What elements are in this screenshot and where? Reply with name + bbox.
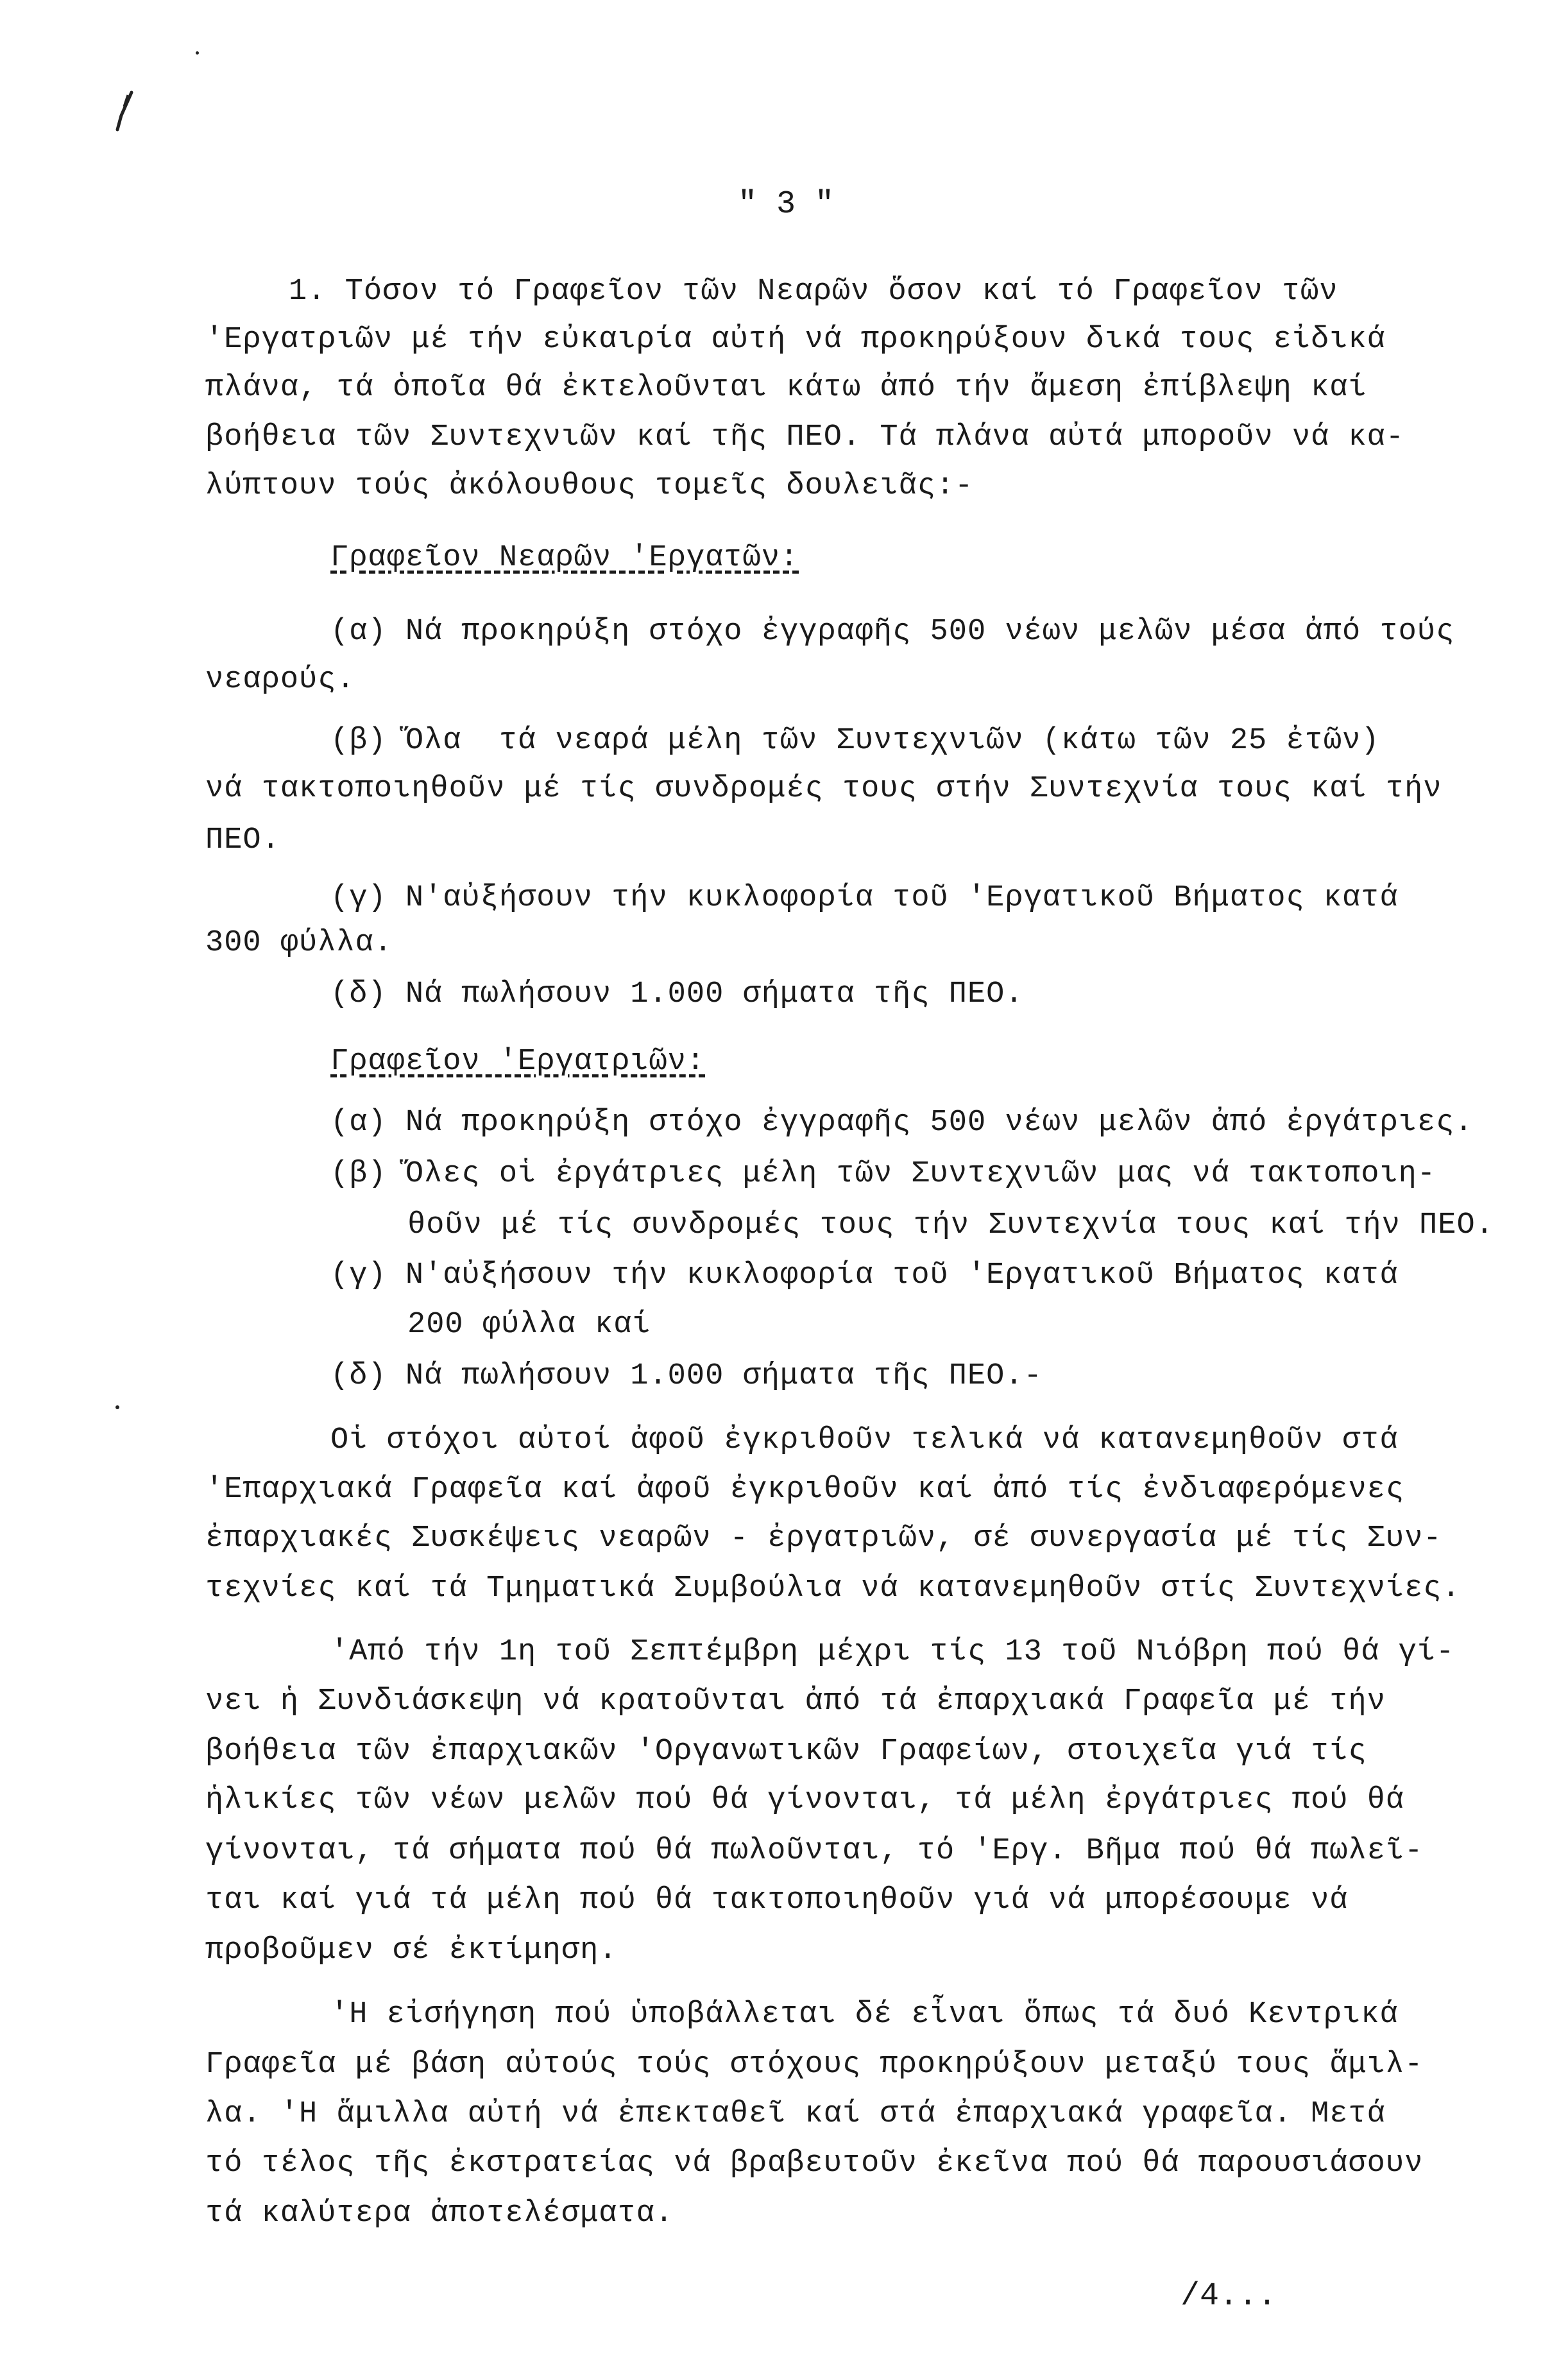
speck <box>115 1405 119 1409</box>
text-line: νεαρούς. <box>205 663 355 697</box>
text-line: 300 φύλλα. <box>205 926 393 960</box>
text-line: 'Η εἰσήγηση πού ὑποβάλλεται δέ εἶναι ὅπως τά δυό Κεντρικά <box>330 1998 1399 2032</box>
text-line: πλάνα, τά ὁποῖα θά ἐκτελοῦνται κάτω ἀπό τήν ἄμεση ἐπίβλεψη καί <box>205 371 1367 405</box>
text-line: Γραφεῖα μέ βάση αὐτούς τούς στόχους προκηρύξουν μεταξύ τους ἅμιλ- <box>205 2048 1424 2082</box>
text-line: λύπτουν τούς ἀκόλουθους τομεῖς δουλειᾶς:- <box>205 469 974 503</box>
continuation-marker: /4... <box>1180 2278 1277 2315</box>
text-line: τεχνίες καί τά Τμηματικά Συμβούλια νά κατανεμηθοῦν στίς Συντεχνίες. <box>205 1572 1461 1606</box>
text-line: 'Από τήν 1η τοῦ Σεπτέμβρη μέχρι τίς 13 τοῦ Νιόβρη πού θά γί- <box>330 1635 1455 1669</box>
text-line: (β) Ὅλες οἱ ἐργάτριες μέλη τῶν Συντεχνιῶν μας νά τακτοποιη- <box>330 1157 1436 1191</box>
text-line: (δ) Νά πωλήσουν 1.000 σήματα τῆς ΠΕΟ.- <box>330 1359 1043 1393</box>
section-heading-women-workers: Γραφεῖον 'Εργατριῶν: <box>330 1045 706 1079</box>
text-line: ἐπαρχιακές Συσκέψεις νεαρῶν - ἐργατριῶν, σέ συνεργασία μέ τίς Συν- <box>205 1522 1442 1556</box>
page-number: " 3 " <box>738 186 835 223</box>
pen-mark-icon <box>112 90 138 135</box>
text-line: τό τέλος τῆς ἐκστρατείας νά βραβευτοῦν ἐκεῖνα πού θά παρουσιάσουν <box>205 2147 1424 2181</box>
speck <box>196 51 199 55</box>
text-line: βοήθεια τῶν ἐπαρχιακῶν 'Οργανωτικῶν Γραφείων, στοιχεῖα γιά τίς <box>205 1735 1367 1769</box>
text-line: νει ἡ Συνδιάσκεψη νά κρατοῦνται ἀπό τά ἐπαρχιακά Γραφεῖα μέ τήν <box>205 1685 1386 1719</box>
text-line: νά τακτοποιηθοῦν μέ τίς συνδρομές τους στήν Συντεχνία τους καί τήν <box>205 772 1442 806</box>
text-line: (β) Ὅλα τά νεαρά μέλη τῶν Συντεχνιῶν (κάτω τῶν 25 ἐτῶν) <box>330 724 1380 758</box>
text-line: τά καλύτερα ἀποτελέσματα. <box>205 2197 674 2231</box>
text-line: ΠΕΟ. <box>205 823 280 857</box>
text-line: προβοῦμεν σέ ἐκτίμηση. <box>205 1933 618 1968</box>
text-line: 'Επαρχιακά Γραφεῖα καί ἀφοῦ ἐγκριθοῦν καί ἀπό τίς ἐνδιαφερόμενες <box>205 1473 1405 1507</box>
text-line: 200 φύλλα καί <box>407 1308 651 1342</box>
text-line: (γ) Ν'αὐξήσουν τήν κυκλοφορία τοῦ 'Εργατικοῦ Βήματος κατά <box>330 881 1399 915</box>
text-line: (γ) Ν'αὐξήσουν τήν κυκλοφορία τοῦ 'Εργατικοῦ Βήματος κατά <box>330 1258 1399 1292</box>
text-line: (α) Νά προκηρύξη στόχο ἐγγραφῆς 500 νέων μελῶν μέσα ἀπό τούς <box>330 615 1455 649</box>
section-heading-youth: Γραφεῖον Νεαρῶν 'Εργατῶν: <box>330 541 799 575</box>
text-line: ἡλικίες τῶν νέων μελῶν πού θά γίνονται, τά μέλη ἐργάτριες πού θά <box>205 1783 1405 1817</box>
text-line: (δ) Νά πωλήσουν 1.000 σήματα τῆς ΠΕΟ. <box>330 977 1024 1011</box>
text-line: Οἱ στόχοι αὐτοί ἀφοῦ ἐγκριθοῦν τελικά νά κατανεμηθοῦν στά <box>330 1423 1399 1457</box>
text-line: ται καί γιά τά μέλη πού θά τακτοποιηθοῦν γιά νά μπορέσουμε νά <box>205 1883 1349 1917</box>
text-line: (α) Νά προκηρύξη στόχο ἐγγραφῆς 500 νέων μελῶν ἀπό ἐργάτριες. <box>330 1106 1474 1140</box>
text-line: 'Εργατριῶν μέ τήν εὐκαιρία αὐτή νά προκηρύξουν δικά τους εἰδικά <box>205 323 1386 357</box>
text-line: γίνονται, τά σήματα πού θά πωλοῦνται, τό 'Εργ. Βῆμα πού θά πωλεῖ- <box>205 1834 1424 1868</box>
text-line: λα. 'Η ἅμιλλα αὐτή νά ἐπεκταθεῖ καί στά ἐπαρχιακά γραφεῖα. Μετά <box>205 2097 1386 2131</box>
text-line: βοήθεια τῶν Συντεχνιῶν καί τῆς ΠΕΟ. Τά πλάνα αὐτά μποροῦν νά κα- <box>205 420 1405 454</box>
text-line: θοῦν μέ τίς συνδρομές τους τήν Συντεχνία τους καί τήν ΠΕΟ. <box>407 1208 1494 1242</box>
text-line: 1. Τόσον τό Γραφεῖον τῶν Νεαρῶν ὅσον καί τό Γραφεῖον τῶν <box>289 275 1338 309</box>
